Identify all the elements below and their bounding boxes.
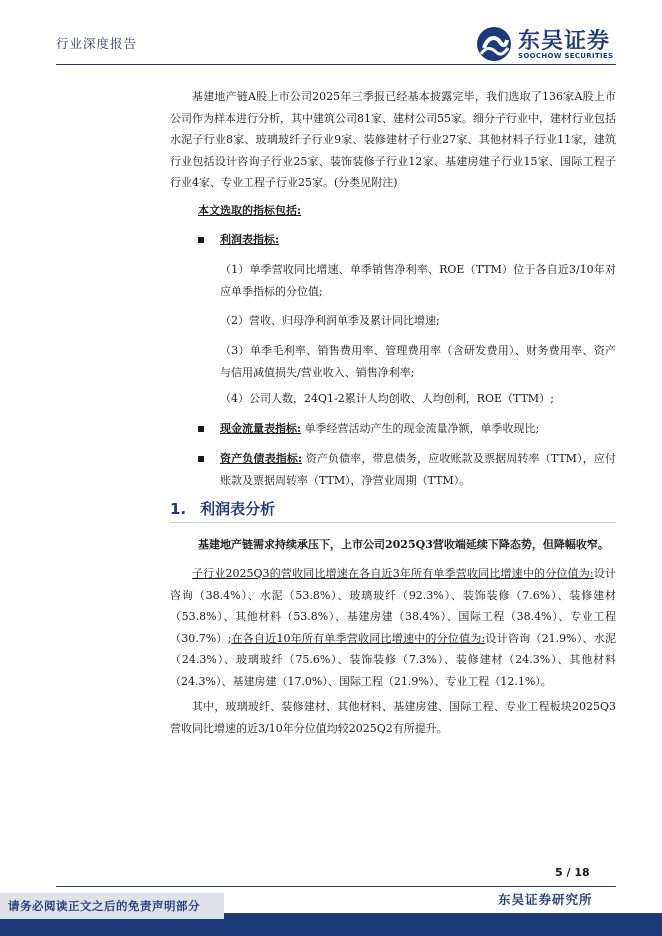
- footer-org: 东吴证券研究所: [498, 892, 593, 907]
- company-logo: [476, 24, 616, 64]
- p1-text-2: 设计咨询（21.9%）、水泥（24.3%）、玻璃玻纤（75.6%）、装饰装修（7.3%）、装修建材（24.3%）、其他材料（24.3%）、基建房建（17.0%）、国际工程（21.9%）、专业工程（12.1%）。: [170, 631, 616, 688]
- p1-text-1: 设计咨询（38.4%）、水泥（53.8%）、玻璃玻纤（92.3%）、装饰装修（7.6%）、装修建材（53.8%）、其他材料（53.8%）、基建房建（38.4%）、国际工程（38.4%）、专业工程（30.7%）;: [170, 567, 616, 645]
- report-type: 行业深度报告: [56, 36, 138, 51]
- disclaimer-text: 请务必阅读正文之后的免责声明部分: [8, 899, 200, 913]
- logo-mark-icon: [476, 26, 512, 62]
- bullet-icon: [198, 456, 204, 462]
- indicators-heading-text: 本文选取的指标包括:: [198, 204, 302, 217]
- income-item-1: （1）单季营收同比增速、单季销售净利率、ROE（TTM）位于各自近3/10年对应单季指标的分位值;: [220, 263, 616, 298]
- balance-indicators: [220, 448, 616, 491]
- bullet-icon: [198, 426, 204, 432]
- header-divider: [56, 64, 616, 65]
- bullet-icon: [198, 237, 204, 243]
- logo-english: SOOCHOW SECURITIES: [518, 52, 614, 60]
- section-divider: [170, 522, 616, 523]
- income-item-4: （4）公司人数，24Q1-2累计人均创收、人均创利，ROE（TTM）;: [220, 392, 554, 405]
- cashflow-label: 现金流量表指标:: [220, 422, 302, 435]
- p1-underline-1: 子行业2025Q3的营收同比增速在各自近3年所有单季营收同比增速中的分位值为:: [192, 567, 594, 580]
- section-heading: [170, 498, 275, 519]
- intro-paragraph: 基建地产链A股上市公司2025年三季报已经基本披露完毕，我们选取了136家A股上市公司作为样本进行分析，其中建筑公司81家、建材公司55家。细分子行业中，建材行业包括水泥子行业8家、玻璃玻纤子行业9家、装修建材子行业27家、其他材料子行业11家，建筑行业包括设计咨询子行业25家、装饰装修子行业12家、基建房建子行业15家、国际工程子行业4家、专业工程子行业25家。(分类见附注): [170, 90, 616, 189]
- section-paragraph-1: [170, 563, 616, 692]
- income-item-3: （3）单季毛利率、销售费用率、管理费用率（含研发费用）、财务费用率、资产与信用减值损失/营业收入、销售净利率;: [220, 344, 616, 379]
- logo-chinese: 东吴证券: [518, 29, 611, 54]
- page-number: 5 / 18: [555, 866, 590, 879]
- section-title-text: 利润表分析: [200, 500, 276, 518]
- p1-underline-2: 在各自近10年所有单季营收同比增速中的分位值为:: [231, 631, 486, 645]
- indicators-heading: [198, 200, 616, 222]
- section-lead: 基建地产链需求持续承压下，上市公司2025Q3营收端延续下降态势，但降幅收窄。: [198, 538, 609, 551]
- section-paragraph-2: 其中，玻璃玻纤、装修建材、其他材料、基建房建、国际工程、专业工程板块2025Q3营收同比增速的近3/10年分位值均较2025Q2有所提升。: [170, 700, 616, 735]
- income-item-2: （2）营收、归母净利润单季及累计同比增速;: [220, 314, 440, 327]
- income-label-text: 利润表指标:: [220, 233, 280, 246]
- cashflow-text: 单季经营活动产生的现金流量净额，单季收现比;: [304, 422, 540, 435]
- section-number: 1.: [170, 500, 187, 518]
- cashflow-indicators: [220, 418, 616, 440]
- balance-text: 资产负债率，带息债务，应收账款及票据周转率（TTM），应付账款及票据周转率（TTM），净营业周期（TTM）。: [220, 452, 617, 487]
- income-indicators-label: [220, 229, 616, 251]
- balance-label: 资产负债表指标:: [220, 452, 303, 465]
- footer-divider: [56, 886, 616, 887]
